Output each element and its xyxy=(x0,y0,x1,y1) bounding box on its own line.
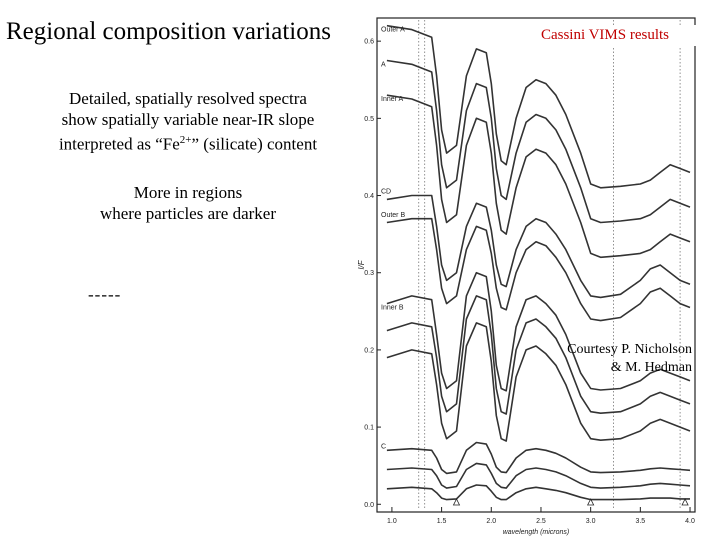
spectrum-line xyxy=(387,463,690,488)
x-tick-label: 3.5 xyxy=(635,518,646,525)
series-label: A xyxy=(381,61,386,69)
series-label: CD xyxy=(381,188,392,196)
credit-line: Courtesy P. Nicholson xyxy=(567,342,692,357)
regions-line: where particles are darker xyxy=(99,204,277,223)
description-line: Detailed, spatially resolved spectra xyxy=(69,89,307,108)
description-paragraph xyxy=(20,88,356,155)
x-tick-label: 2.0 xyxy=(486,518,497,525)
series-label: C xyxy=(381,443,387,451)
x-axis-label: wavelength (microns) xyxy=(502,529,570,536)
x-tick-label: 2.5 xyxy=(536,518,546,525)
y-tick-label: 0.4 xyxy=(364,193,374,201)
description-line: show spatially variable near-IR slope xyxy=(61,110,315,129)
slide-title: Regional composition variations xyxy=(6,18,331,45)
dashes-placeholder: ----- xyxy=(88,285,122,304)
superscript-charge: 2+ xyxy=(179,134,192,146)
x-tick-label: 4.0 xyxy=(685,518,695,525)
spectra-figure xyxy=(355,0,720,540)
y-tick-label: 0.5 xyxy=(364,115,374,123)
spectrum-line xyxy=(387,485,690,500)
y-tick-label: 0.3 xyxy=(364,270,374,278)
series-label: Outer B xyxy=(381,211,406,219)
y-tick-label: 0.0 xyxy=(364,501,374,509)
image-credit xyxy=(536,341,692,377)
triangle-marker xyxy=(682,499,688,505)
regions-paragraph xyxy=(60,182,316,224)
series-label: Outer A xyxy=(381,26,405,34)
series-label: Inner A xyxy=(381,96,404,104)
y-tick-label: 0.6 xyxy=(364,38,374,46)
y-tick-label: 0.2 xyxy=(364,347,374,355)
y-axis-label: I/F xyxy=(357,260,366,270)
description-text: interpreted as “Fe xyxy=(58,134,180,154)
description-line xyxy=(20,130,356,155)
spectrum-line xyxy=(387,196,690,298)
credit-line: & M. Hedman xyxy=(610,360,692,375)
triangle-marker xyxy=(454,499,460,505)
x-tick-label: 1.5 xyxy=(436,518,447,525)
regions-line: More in regions xyxy=(133,183,243,202)
y-tick-label: 0.1 xyxy=(364,424,374,432)
spectrum-line xyxy=(387,95,690,257)
cassini-vims-badge: Cassini VIMS results xyxy=(510,25,700,46)
x-tick-label: 3.0 xyxy=(585,518,596,525)
x-tick-label: 1.0 xyxy=(387,518,397,525)
series-label: Inner B xyxy=(381,304,404,312)
description-text: ” (silicate) content xyxy=(191,134,318,154)
